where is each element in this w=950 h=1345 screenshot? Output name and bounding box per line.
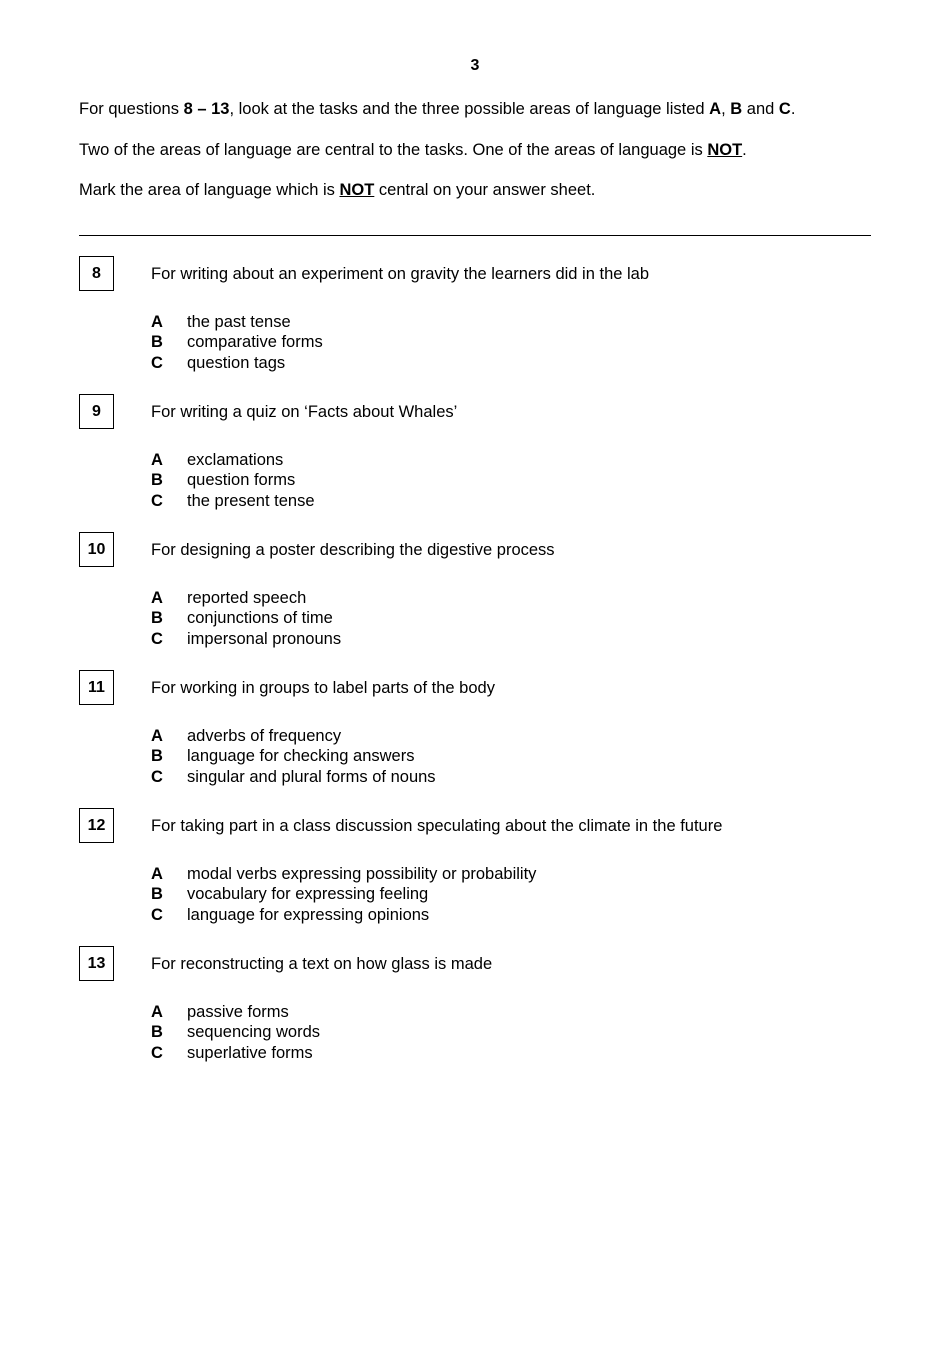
option-letter: A [151,727,163,745]
option-c [151,491,315,511]
option-letter-b: B [730,100,743,118]
option-letter: A [151,1003,163,1021]
question-text: For designing a poster describing the digestive process [151,541,555,559]
question-text: For writing a quiz on ‘Facts about Whales’ [151,403,458,421]
option-letter-a: A [709,100,722,118]
option-text: the present tense [187,491,315,510]
question-10 [79,532,879,652]
option-text: passive forms [187,1003,289,1021]
option-letter: A [151,589,163,607]
option-c [151,767,436,787]
question-text: For reconstructing a text on how glass is made [151,955,493,973]
option-letter: C [151,491,163,510]
option-letter: A [151,865,163,883]
option-letter: C [151,629,163,648]
option-text: modal verbs expressing possibility or probability [187,865,537,883]
option-letter-c: C [778,100,791,118]
option-c [151,905,536,925]
question-number-box: 12 [79,808,114,843]
option-a [151,726,436,746]
instruction-text: For questions [79,100,184,118]
option-letter: B [151,1023,163,1042]
option-text: vocabulary for expressing feeling [187,885,429,904]
option-letter: C [151,1043,163,1062]
question-range: 8 – 13 [183,100,230,118]
option-a [151,588,341,608]
option-text: exclamations [187,451,284,469]
option-letter: B [151,333,163,352]
page-number: 3 [470,57,480,74]
instruction-line-2 [79,140,879,160]
question-12 [79,808,879,928]
option-letter: A [151,313,163,331]
option-text: the past tense [187,313,291,331]
option-list [151,588,341,649]
instruction-line-1 [79,99,879,119]
option-a [151,864,536,884]
question-9 [79,394,879,514]
option-text: question forms [187,471,296,490]
option-text: singular and plural forms of nouns [187,767,436,786]
option-b [151,746,436,766]
option-b [151,608,341,628]
option-text: conjunctions of time [187,609,333,628]
option-text: reported speech [187,589,307,607]
instruction-line-3 [79,180,879,200]
option-a [151,312,323,332]
instruction-text: . [790,100,796,118]
question-11 [79,670,879,790]
question-text: For taking part in a class discussion speculating about the climate in the future [151,817,723,835]
option-letter: A [151,451,163,469]
instruction-text: and [742,100,779,118]
option-text: language for checking answers [187,747,415,766]
option-c [151,629,341,649]
option-a [151,1002,320,1022]
option-b [151,332,323,352]
option-letter: B [151,471,163,490]
option-text: sequencing words [187,1023,320,1042]
option-b [151,470,315,490]
option-letter: C [151,767,163,786]
divider [79,235,871,236]
question-8 [79,256,879,376]
option-c [151,353,323,373]
option-letter: B [151,609,163,628]
option-list [151,450,315,511]
option-text: superlative forms [187,1043,313,1062]
instruction-text: , [721,100,731,118]
question-13 [79,946,879,1066]
option-list [151,726,436,787]
question-number-box: 9 [79,394,114,429]
option-letter: C [151,905,163,924]
option-a [151,450,315,470]
option-letter: B [151,885,163,904]
option-text: comparative forms [187,333,323,352]
instruction-text: Mark the area of language which is [79,181,340,199]
question-number-box: 8 [79,256,114,291]
question-text: For working in groups to label parts of the body [151,679,495,697]
option-letter: C [151,353,163,372]
option-list [151,312,323,373]
question-text: For writing about an experiment on gravity the learners did in the lab [151,265,650,283]
option-letter: B [151,747,163,766]
not-emphasis: NOT [339,181,375,199]
instruction-text: central on your answer sheet. [374,181,596,199]
option-text: language for expressing opinions [187,905,430,924]
option-list [151,1002,320,1063]
instruction-text: , look at the tasks and the three possible areas of language listed [229,100,710,118]
option-list [151,864,536,925]
option-b [151,1022,320,1042]
option-text: question tags [187,353,286,372]
option-b [151,884,536,904]
instruction-text: . [742,141,747,159]
not-emphasis: NOT [707,141,743,159]
option-text: impersonal pronouns [187,629,342,648]
question-number-box: 11 [79,670,114,705]
question-number-box: 10 [79,532,114,567]
option-c [151,1043,320,1063]
option-text: adverbs of frequency [187,727,342,745]
question-number-box: 13 [79,946,114,981]
instruction-text: Two of the areas of language are central to the tasks. One of the areas of language is [79,141,708,159]
